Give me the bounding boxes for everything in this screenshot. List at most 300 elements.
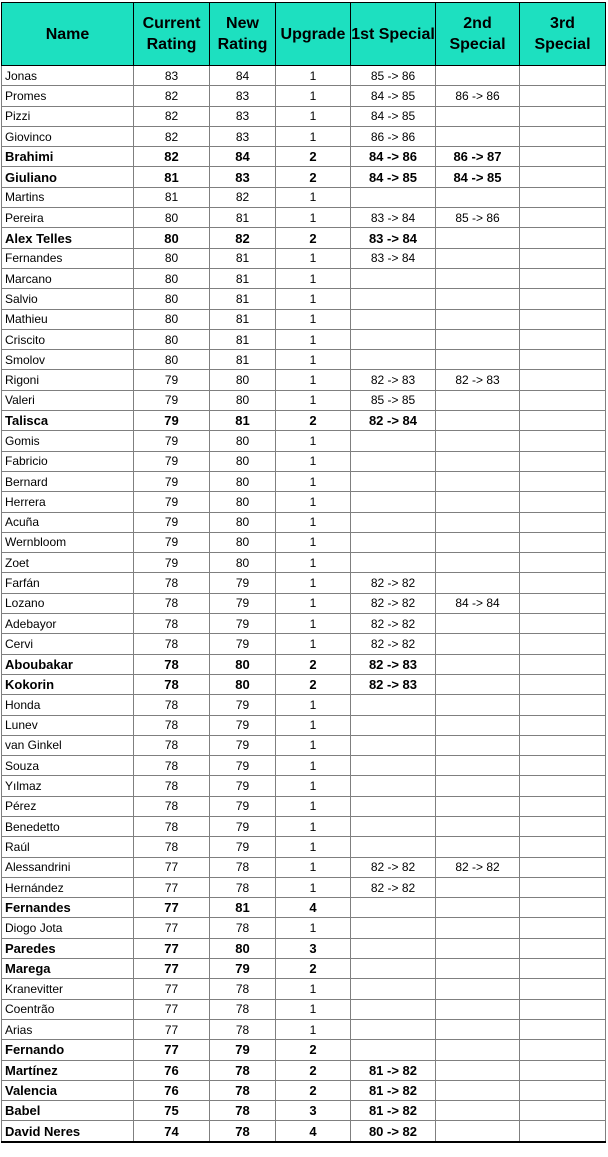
cell-3rd-special — [520, 106, 606, 126]
cell-upgrade: 3 — [276, 938, 351, 958]
cell-2nd-special: 86 -> 86 — [436, 86, 520, 106]
cell-new-rating: 83 — [210, 126, 276, 146]
header-current-rating: Current Rating — [134, 3, 210, 66]
cell-upgrade: 1 — [276, 857, 351, 877]
cell-1st-special — [351, 898, 436, 918]
cell-1st-special: 81 -> 82 — [351, 1080, 436, 1100]
cell-new-rating: 78 — [210, 1060, 276, 1080]
cell-1st-special: 82 -> 84 — [351, 411, 436, 431]
cell-upgrade: 1 — [276, 593, 351, 613]
cell-upgrade: 2 — [276, 1060, 351, 1080]
cell-name: Martínez — [2, 1060, 134, 1080]
table-row — [2, 329, 606, 349]
header-2nd-special: 2nd Special — [436, 3, 520, 66]
table-row — [2, 796, 606, 816]
table-row — [2, 431, 606, 451]
cell-current-rating: 78 — [134, 593, 210, 613]
table-row — [2, 492, 606, 512]
cell-name: Criscito — [2, 329, 134, 349]
cell-3rd-special — [520, 86, 606, 106]
table-row — [2, 999, 606, 1019]
cell-new-rating: 78 — [210, 979, 276, 999]
cell-1st-special — [351, 512, 436, 532]
cell-upgrade: 1 — [276, 1019, 351, 1039]
cell-1st-special: 82 -> 82 — [351, 573, 436, 593]
cell-2nd-special — [436, 471, 520, 491]
cell-new-rating: 79 — [210, 593, 276, 613]
cell-2nd-special — [436, 512, 520, 532]
cell-upgrade: 1 — [276, 106, 351, 126]
cell-1st-special — [351, 715, 436, 735]
cell-1st-special — [351, 796, 436, 816]
table-row — [2, 553, 606, 573]
cell-2nd-special — [436, 715, 520, 735]
cell-2nd-special — [436, 106, 520, 126]
cell-current-rating: 81 — [134, 187, 210, 207]
cell-3rd-special — [520, 66, 606, 86]
cell-upgrade: 1 — [276, 350, 351, 370]
cell-2nd-special — [436, 187, 520, 207]
cell-new-rating: 81 — [210, 411, 276, 431]
cell-upgrade: 1 — [276, 796, 351, 816]
cell-current-rating: 79 — [134, 553, 210, 573]
cell-name: Wernbloom — [2, 532, 134, 552]
cell-1st-special — [351, 553, 436, 573]
cell-upgrade: 1 — [276, 66, 351, 86]
table-row — [2, 451, 606, 471]
cell-1st-special: 82 -> 83 — [351, 654, 436, 674]
cell-current-rating: 77 — [134, 999, 210, 1019]
table-row — [2, 167, 606, 187]
cell-1st-special: 83 -> 84 — [351, 208, 436, 228]
cell-1st-special — [351, 959, 436, 979]
cell-name: Valencia — [2, 1080, 134, 1100]
cell-3rd-special — [520, 289, 606, 309]
cell-upgrade: 3 — [276, 1101, 351, 1121]
cell-current-rating: 78 — [134, 573, 210, 593]
cell-3rd-special — [520, 837, 606, 857]
cell-current-rating: 79 — [134, 471, 210, 491]
cell-name: Brahimi — [2, 147, 134, 167]
cell-new-rating: 80 — [210, 431, 276, 451]
cell-3rd-special — [520, 126, 606, 146]
cell-upgrade: 1 — [276, 86, 351, 106]
table-row — [2, 1040, 606, 1060]
cell-upgrade: 2 — [276, 674, 351, 694]
cell-3rd-special — [520, 390, 606, 410]
cell-1st-special — [351, 938, 436, 958]
cell-name: Fernandes — [2, 898, 134, 918]
table-row — [2, 674, 606, 694]
cell-2nd-special — [436, 959, 520, 979]
cell-current-rating: 77 — [134, 857, 210, 877]
cell-1st-special — [351, 451, 436, 471]
cell-new-rating: 80 — [210, 532, 276, 552]
cell-name: Valeri — [2, 390, 134, 410]
table-row — [2, 350, 606, 370]
cell-3rd-special — [520, 959, 606, 979]
cell-name: Mathieu — [2, 309, 134, 329]
table-row — [2, 1121, 606, 1142]
ratings-table — [1, 2, 606, 1143]
table-row — [2, 187, 606, 207]
cell-current-rating: 78 — [134, 735, 210, 755]
cell-2nd-special — [436, 674, 520, 694]
table-row — [2, 735, 606, 755]
cell-new-rating: 84 — [210, 147, 276, 167]
table-row — [2, 593, 606, 613]
table-row — [2, 208, 606, 228]
cell-current-rating: 80 — [134, 289, 210, 309]
table-row — [2, 898, 606, 918]
cell-3rd-special — [520, 512, 606, 532]
header-3rd-special: 3rd Special — [520, 3, 606, 66]
cell-2nd-special — [436, 1121, 520, 1142]
table-row — [2, 1080, 606, 1100]
cell-3rd-special — [520, 411, 606, 431]
cell-1st-special — [351, 695, 436, 715]
cell-name: David Neres — [2, 1121, 134, 1142]
cell-1st-special — [351, 816, 436, 836]
cell-3rd-special — [520, 634, 606, 654]
cell-new-rating: 79 — [210, 1040, 276, 1060]
table-body — [2, 66, 606, 1142]
cell-3rd-special — [520, 756, 606, 776]
cell-current-rating: 80 — [134, 329, 210, 349]
cell-current-rating: 78 — [134, 614, 210, 634]
cell-name: Giuliano — [2, 167, 134, 187]
table-row — [2, 756, 606, 776]
cell-upgrade: 1 — [276, 614, 351, 634]
cell-2nd-special — [436, 289, 520, 309]
cell-upgrade: 1 — [276, 492, 351, 512]
cell-2nd-special — [436, 126, 520, 146]
cell-upgrade: 1 — [276, 390, 351, 410]
cell-new-rating: 83 — [210, 106, 276, 126]
cell-name: Coentrão — [2, 999, 134, 1019]
cell-current-rating: 78 — [134, 674, 210, 694]
cell-2nd-special — [436, 918, 520, 938]
cell-current-rating: 82 — [134, 106, 210, 126]
cell-new-rating: 78 — [210, 857, 276, 877]
cell-current-rating: 75 — [134, 1101, 210, 1121]
cell-new-rating: 78 — [210, 918, 276, 938]
cell-current-rating: 76 — [134, 1060, 210, 1080]
cell-1st-special — [351, 735, 436, 755]
cell-2nd-special — [436, 390, 520, 410]
cell-1st-special: 86 -> 86 — [351, 126, 436, 146]
cell-3rd-special — [520, 1121, 606, 1142]
cell-name: Lunev — [2, 715, 134, 735]
cell-1st-special: 82 -> 82 — [351, 877, 436, 897]
cell-3rd-special — [520, 553, 606, 573]
cell-3rd-special — [520, 796, 606, 816]
table-row — [2, 857, 606, 877]
cell-2nd-special — [436, 66, 520, 86]
cell-new-rating: 80 — [210, 674, 276, 694]
cell-1st-special: 82 -> 83 — [351, 370, 436, 390]
cell-2nd-special — [436, 268, 520, 288]
cell-1st-special — [351, 999, 436, 1019]
cell-1st-special — [351, 756, 436, 776]
cell-2nd-special — [436, 1080, 520, 1100]
cell-upgrade: 1 — [276, 816, 351, 836]
cell-name: Fernandes — [2, 248, 134, 268]
cell-1st-special — [351, 979, 436, 999]
cell-2nd-special — [436, 248, 520, 268]
cell-1st-special: 81 -> 82 — [351, 1101, 436, 1121]
cell-current-rating: 80 — [134, 350, 210, 370]
cell-2nd-special: 85 -> 86 — [436, 208, 520, 228]
cell-3rd-special — [520, 715, 606, 735]
cell-2nd-special — [436, 634, 520, 654]
cell-upgrade: 1 — [276, 187, 351, 207]
cell-current-rating: 78 — [134, 715, 210, 735]
cell-new-rating: 80 — [210, 471, 276, 491]
cell-3rd-special — [520, 695, 606, 715]
table-row — [2, 512, 606, 532]
cell-current-rating: 79 — [134, 492, 210, 512]
cell-upgrade: 1 — [276, 208, 351, 228]
cell-current-rating: 82 — [134, 126, 210, 146]
cell-name: Zoet — [2, 553, 134, 573]
table-row — [2, 532, 606, 552]
cell-2nd-special: 84 -> 85 — [436, 167, 520, 187]
cell-2nd-special — [436, 329, 520, 349]
table-row — [2, 390, 606, 410]
cell-2nd-special — [436, 1060, 520, 1080]
cell-1st-special — [351, 187, 436, 207]
table-row — [2, 695, 606, 715]
cell-2nd-special — [436, 979, 520, 999]
cell-3rd-special — [520, 938, 606, 958]
cell-3rd-special — [520, 268, 606, 288]
table-row — [2, 268, 606, 288]
cell-upgrade: 1 — [276, 532, 351, 552]
cell-current-rating: 80 — [134, 309, 210, 329]
table-row — [2, 309, 606, 329]
cell-3rd-special — [520, 573, 606, 593]
cell-2nd-special — [436, 776, 520, 796]
cell-name: Paredes — [2, 938, 134, 958]
cell-name: Arias — [2, 1019, 134, 1039]
header-name: Name — [2, 3, 134, 66]
cell-3rd-special — [520, 1019, 606, 1039]
cell-upgrade: 1 — [276, 735, 351, 755]
cell-current-rating: 77 — [134, 877, 210, 897]
cell-new-rating: 78 — [210, 1101, 276, 1121]
cell-3rd-special — [520, 309, 606, 329]
cell-current-rating: 74 — [134, 1121, 210, 1142]
table-row — [2, 816, 606, 836]
cell-upgrade: 1 — [276, 451, 351, 471]
cell-new-rating: 81 — [210, 898, 276, 918]
cell-1st-special: 82 -> 82 — [351, 857, 436, 877]
cell-name: Marcano — [2, 268, 134, 288]
cell-3rd-special — [520, 370, 606, 390]
cell-name: Kokorin — [2, 674, 134, 694]
cell-current-rating: 79 — [134, 451, 210, 471]
cell-2nd-special — [436, 431, 520, 451]
cell-2nd-special — [436, 796, 520, 816]
cell-name: Farfán — [2, 573, 134, 593]
cell-upgrade: 2 — [276, 147, 351, 167]
cell-1st-special — [351, 837, 436, 857]
table-row — [2, 228, 606, 248]
cell-current-rating: 82 — [134, 86, 210, 106]
cell-3rd-special — [520, 857, 606, 877]
cell-current-rating: 77 — [134, 918, 210, 938]
cell-upgrade: 1 — [276, 289, 351, 309]
cell-current-rating: 77 — [134, 898, 210, 918]
cell-upgrade: 4 — [276, 1121, 351, 1142]
cell-upgrade: 1 — [276, 126, 351, 146]
cell-upgrade: 4 — [276, 898, 351, 918]
cell-2nd-special — [436, 411, 520, 431]
cell-new-rating: 84 — [210, 66, 276, 86]
cell-new-rating: 80 — [210, 390, 276, 410]
cell-new-rating: 79 — [210, 695, 276, 715]
cell-upgrade: 1 — [276, 918, 351, 938]
cell-name: Yılmaz — [2, 776, 134, 796]
cell-2nd-special — [436, 553, 520, 573]
cell-upgrade: 1 — [276, 837, 351, 857]
cell-2nd-special — [436, 756, 520, 776]
cell-upgrade: 1 — [276, 695, 351, 715]
cell-3rd-special — [520, 654, 606, 674]
header-new-rating: New Rating — [210, 3, 276, 66]
cell-new-rating: 81 — [210, 329, 276, 349]
cell-1st-special: 83 -> 84 — [351, 228, 436, 248]
cell-name: Acuña — [2, 512, 134, 532]
cell-name: Hernández — [2, 877, 134, 897]
cell-current-rating: 77 — [134, 979, 210, 999]
table-row — [2, 411, 606, 431]
cell-name: Smolov — [2, 350, 134, 370]
cell-2nd-special — [436, 654, 520, 674]
cell-upgrade: 1 — [276, 776, 351, 796]
cell-1st-special — [351, 776, 436, 796]
cell-name: Souza — [2, 756, 134, 776]
cell-current-rating: 78 — [134, 756, 210, 776]
cell-upgrade: 1 — [276, 715, 351, 735]
cell-new-rating: 79 — [210, 715, 276, 735]
cell-current-rating: 78 — [134, 816, 210, 836]
cell-name: Jonas — [2, 66, 134, 86]
cell-upgrade: 1 — [276, 309, 351, 329]
cell-current-rating: 80 — [134, 248, 210, 268]
cell-current-rating: 80 — [134, 268, 210, 288]
cell-1st-special: 84 -> 85 — [351, 167, 436, 187]
cell-1st-special — [351, 471, 436, 491]
cell-name: Pereira — [2, 208, 134, 228]
cell-name: Fabricio — [2, 451, 134, 471]
table-row — [2, 959, 606, 979]
cell-new-rating: 82 — [210, 187, 276, 207]
cell-name: Giovinco — [2, 126, 134, 146]
cell-2nd-special: 82 -> 83 — [436, 370, 520, 390]
cell-upgrade: 1 — [276, 979, 351, 999]
cell-upgrade: 1 — [276, 329, 351, 349]
cell-2nd-special — [436, 309, 520, 329]
cell-2nd-special — [436, 837, 520, 857]
cell-current-rating: 80 — [134, 228, 210, 248]
cell-current-rating: 76 — [134, 1080, 210, 1100]
cell-name: Rigoni — [2, 370, 134, 390]
cell-3rd-special — [520, 593, 606, 613]
table-row — [2, 918, 606, 938]
cell-current-rating: 79 — [134, 390, 210, 410]
cell-upgrade: 2 — [276, 1040, 351, 1060]
cell-2nd-special — [436, 573, 520, 593]
cell-2nd-special — [436, 1019, 520, 1039]
cell-3rd-special — [520, 776, 606, 796]
cell-1st-special — [351, 918, 436, 938]
cell-current-rating: 83 — [134, 66, 210, 86]
cell-new-rating: 79 — [210, 614, 276, 634]
table-row — [2, 248, 606, 268]
cell-name: Cervi — [2, 634, 134, 654]
cell-2nd-special — [436, 735, 520, 755]
table-row — [2, 471, 606, 491]
cell-current-rating: 77 — [134, 959, 210, 979]
cell-current-rating: 78 — [134, 776, 210, 796]
cell-current-rating: 77 — [134, 1040, 210, 1060]
cell-current-rating: 78 — [134, 837, 210, 857]
header-upgrade: Upgrade — [276, 3, 351, 66]
header-1st-special: 1st Special — [351, 3, 436, 66]
cell-name: van Ginkel — [2, 735, 134, 755]
cell-3rd-special — [520, 614, 606, 634]
cell-new-rating: 83 — [210, 86, 276, 106]
cell-1st-special: 81 -> 82 — [351, 1060, 436, 1080]
cell-upgrade: 2 — [276, 228, 351, 248]
cell-2nd-special — [436, 999, 520, 1019]
cell-1st-special: 82 -> 82 — [351, 634, 436, 654]
cell-new-rating: 79 — [210, 816, 276, 836]
cell-name: Kranevitter — [2, 979, 134, 999]
cell-new-rating: 78 — [210, 877, 276, 897]
cell-name: Alessandrini — [2, 857, 134, 877]
cell-upgrade: 1 — [276, 512, 351, 532]
cell-name: Aboubakar — [2, 654, 134, 674]
table-row — [2, 1060, 606, 1080]
cell-1st-special — [351, 289, 436, 309]
cell-2nd-special: 82 -> 82 — [436, 857, 520, 877]
cell-3rd-special — [520, 492, 606, 512]
cell-name: Alex Telles — [2, 228, 134, 248]
table-row — [2, 715, 606, 735]
cell-current-rating: 78 — [134, 654, 210, 674]
cell-1st-special: 84 -> 86 — [351, 147, 436, 167]
cell-name: Marega — [2, 959, 134, 979]
cell-1st-special — [351, 492, 436, 512]
cell-new-rating: 79 — [210, 735, 276, 755]
cell-2nd-special — [436, 350, 520, 370]
table-row — [2, 147, 606, 167]
cell-1st-special — [351, 268, 436, 288]
cell-new-rating: 80 — [210, 938, 276, 958]
cell-upgrade: 1 — [276, 370, 351, 390]
cell-new-rating: 80 — [210, 451, 276, 471]
cell-3rd-special — [520, 1101, 606, 1121]
cell-new-rating: 80 — [210, 654, 276, 674]
cell-current-rating: 79 — [134, 411, 210, 431]
cell-upgrade: 1 — [276, 756, 351, 776]
cell-new-rating: 80 — [210, 370, 276, 390]
cell-3rd-special — [520, 735, 606, 755]
cell-new-rating: 82 — [210, 228, 276, 248]
